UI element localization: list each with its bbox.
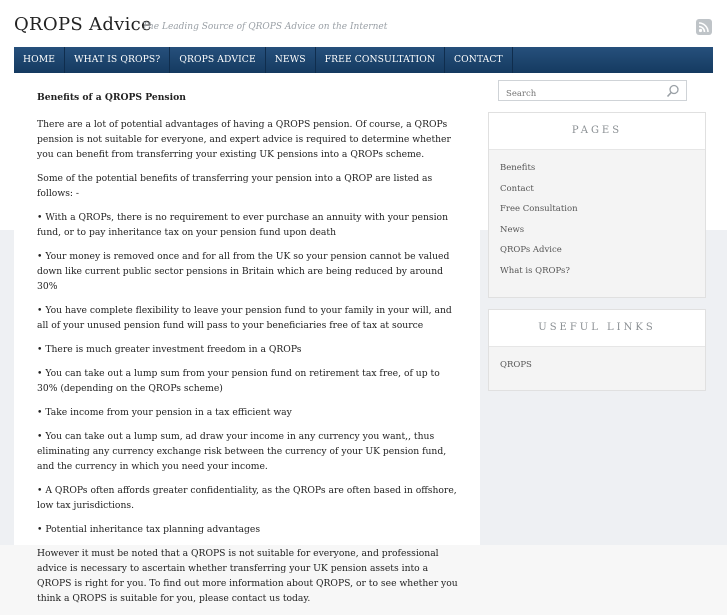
- article-paragraph: • There is much greater investment freedom in a QROPs: [37, 344, 302, 355]
- nav-what-is-qrops[interactable]: WHAT IS QROPS?: [65, 47, 170, 73]
- site-tagline: The Leading Source of QROPS Advice on the Internet: [142, 22, 388, 32]
- pages-link-benefits[interactable]: Benefits: [500, 163, 536, 173]
- article-paragraph: • You can take out a lump sum from your pension fund on retirement tax free, of up to 30% (depending on the QROPs scheme): [37, 368, 440, 394]
- main-content: [14, 73, 480, 604]
- pages-widget-title: PAGES: [489, 113, 705, 150]
- search-box: [498, 80, 687, 101]
- article-paragraph: • Your money is removed once and for all from the UK so your pension cannot be valued down like current public sector pensions in Britain which are being reduced by around 30%: [37, 251, 450, 292]
- nav-home[interactable]: HOME: [14, 47, 65, 73]
- useful-link-qrops[interactable]: QROPS: [500, 360, 532, 370]
- article-paragraph: • You can take out a lump sum, ad draw your income in any currency you want,, thus eliminating any currency exchange risk between the currency of your UK pension fund, and the currency in which you need your income.: [37, 431, 447, 472]
- article-paragraph: Some of the potential benefits of transferring your pension into a QROP are listed as follows: -: [37, 173, 433, 199]
- site-header: [14, 14, 152, 35]
- useful-links-title: USEFUL LINKS: [489, 310, 705, 347]
- article: [37, 87, 459, 615]
- search-input[interactable]: [499, 86, 673, 103]
- article-paragraph: • With a QROPs, there is no requirement to ever purchase an annuity with your pension fund, or to pay inheritance tax on your pension fund upon death: [37, 212, 449, 238]
- site-title[interactable]: QROPS Advice: [14, 14, 153, 35]
- main-nav: [14, 47, 713, 73]
- nav-news[interactable]: NEWS: [266, 47, 316, 73]
- article-paragraph: There are a lot of potential advantages of having a QROPS pension. Of course, a QROPs pension is not suitable for everyone, and expert advice is required to determine whether you can benefit from transferring your existing UK pensions into a QROPs scheme.: [37, 119, 451, 160]
- nav-contact[interactable]: CONTACT: [445, 47, 513, 73]
- article-paragraph: • A QROPs often affords greater confidentiality, as the QROPs are often based in offshore, low tax jurisdictions.: [37, 485, 457, 511]
- pages-link-free-consultation[interactable]: Free Consultation: [500, 204, 578, 214]
- pages-link-what-is-qrops[interactable]: What is QROPs?: [500, 265, 570, 276]
- pages-link-contact[interactable]: Contact: [500, 183, 534, 194]
- article-paragraph: • Take income from your pension in a tax efficient way: [37, 407, 292, 418]
- sidebar: [481, 73, 713, 545]
- article-heading: Benefits of a QROPS Pension: [37, 92, 186, 103]
- nav-qrops-advice[interactable]: QROPS ADVICE: [170, 47, 265, 73]
- pages-link-news[interactable]: News: [500, 224, 525, 235]
- article-paragraph: • You have complete flexibility to leave your pension fund to your family in your will, and all of your unused pension fund will pass to your beneficiaries free of tax at source: [37, 305, 452, 331]
- nav-free-consultation[interactable]: FREE CONSULTATION: [316, 47, 445, 73]
- pages-widget: [488, 112, 706, 298]
- useful-links-widget: [488, 309, 706, 391]
- pages-link-qrops-advice[interactable]: QROPs Advice: [500, 245, 562, 255]
- rss-icon[interactable]: [696, 19, 712, 35]
- article-paragraph: • Potential inheritance tax planning advantages: [37, 524, 261, 535]
- search-icon[interactable]: [666, 83, 680, 97]
- article-paragraph: However it must be noted that a QROPS is not suitable for everyone, and professional advice is necessary to ascertain whether transferring your UK pension assets into a QROPS is right for you. To find out more information about QROPS, or to see whether you think a QROPS is suitable for you, please contact us today.: [37, 548, 458, 604]
